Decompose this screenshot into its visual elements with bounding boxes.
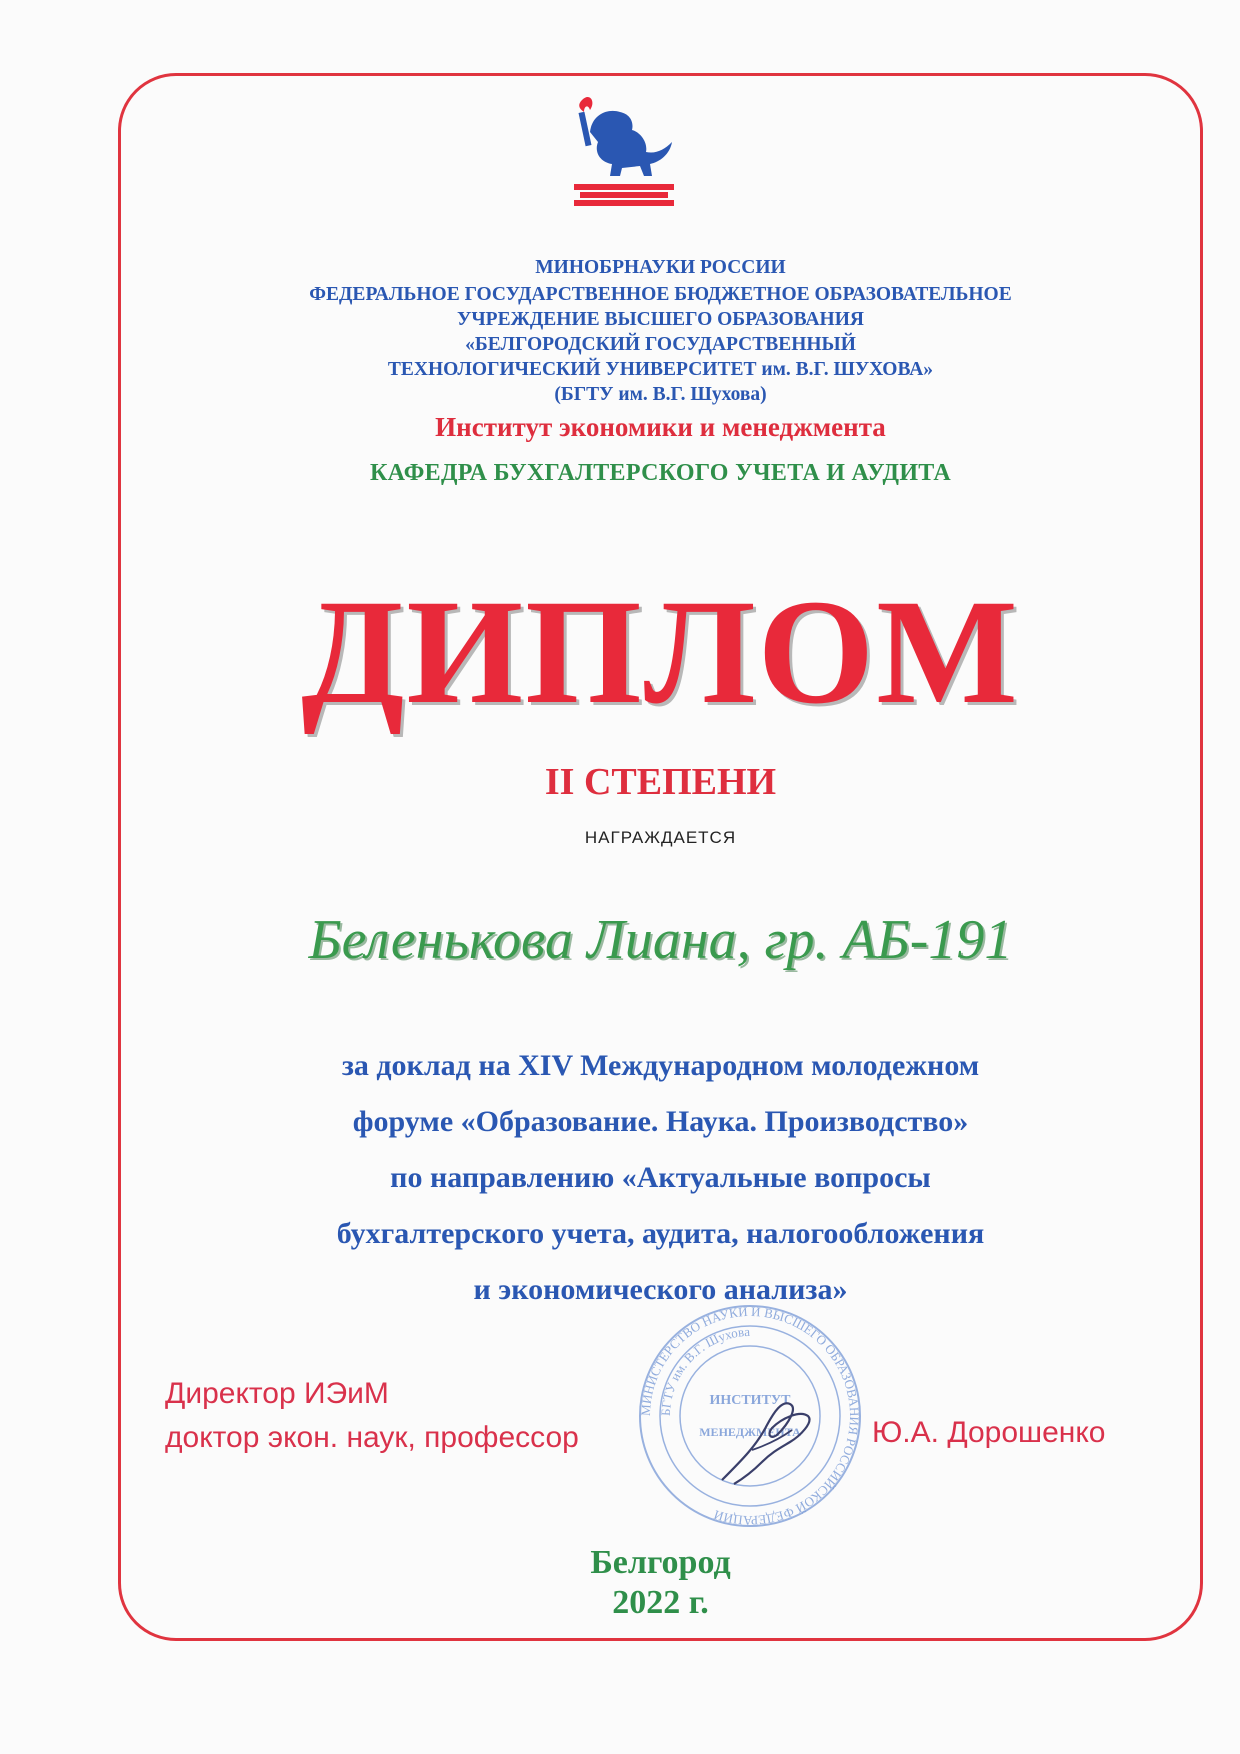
ministry-line: МИНОБРНАУКИ РОССИИ <box>535 257 786 278</box>
diploma-degree: II СТЕПЕНИ <box>544 761 777 803</box>
stamp-center-top: ИНСТИТУТ <box>709 1393 791 1408</box>
institution-type-line: ФЕДЕРАЛЬНОЕ ГОСУДАРСТВЕННОЕ БЮДЖЕТНОЕ ОБРАЗОВАТЕЛЬНОЕ <box>309 284 1012 305</box>
torch-icon <box>579 112 592 147</box>
brick-wall-icon <box>574 184 674 206</box>
department-name: КАФЕДРА БУХГАЛТЕРСКОГО УЧЕТА И АУДИТА <box>369 460 952 486</box>
issue-year: 2022 г. <box>612 1584 709 1621</box>
award-reason-line: за доклад на XIV Международном молодежном <box>341 1049 980 1082</box>
stamp-center-bottom: МЕНЕДЖМЕНТА <box>699 1425 801 1439</box>
signatory-name: Ю.А. Дорошенко <box>872 1416 1106 1449</box>
university-abbreviation: (БГТУ им. В.Г. Шухова) <box>554 384 767 405</box>
lion-icon <box>590 111 672 176</box>
institution-type-line-2: УЧРЕЖДЕНИЕ ВЫСШЕГО ОБРАЗОВАНИЯ <box>457 309 864 330</box>
issue-place-date <box>118 1543 1203 1623</box>
university-name-line: «БЕЛГОРОДСКИЙ ГОСУДАРСТВЕННЫЙ <box>465 334 856 355</box>
recipient-name: Беленькова Лиана, гр. АБ-191 <box>308 909 1013 971</box>
torch-flame-icon <box>579 97 592 112</box>
university-emblem <box>560 92 690 217</box>
signatory-titles <box>165 1372 579 1460</box>
handwritten-signature <box>712 1390 822 1490</box>
signatory-degree: доктор экон. наук, профессор <box>165 1421 579 1454</box>
stamp-inner-text: БГТУ им. В.Г. Шухова <box>657 1323 751 1417</box>
award-reason-line: и экономического анализа» <box>473 1273 848 1306</box>
award-reason <box>118 1038 1203 1318</box>
award-reason-line: по направлению «Актуальные вопросы <box>390 1161 931 1194</box>
stamp-outer-text: МИНИСТЕРСТВО НАУКИ И ВЫСШЕГО ОБРАЗОВАНИЯ РОССИЙСКОЙ ФЕДЕРАЦИИ <box>637 1303 863 1529</box>
university-name-line-2: ТЕХНОЛОГИЧЕСКИЙ УНИВЕРСИТЕТ им. В.Г. ШУХОВА» <box>387 359 934 380</box>
signatory-position: Директор ИЭиМ <box>165 1377 389 1410</box>
institute-name: Институт экономики и менеджмента <box>435 412 886 442</box>
award-reason-line: форуме «Образование. Наука. Производство» <box>352 1105 969 1138</box>
award-reason-line: бухгалтерского учета, аудита, налогообложения <box>336 1217 985 1250</box>
diploma-title: ДИПЛОМ <box>301 569 1020 735</box>
issue-city: Белгород <box>590 1544 731 1581</box>
awarded-label: НАГРАЖДАЕТСЯ <box>584 828 737 847</box>
